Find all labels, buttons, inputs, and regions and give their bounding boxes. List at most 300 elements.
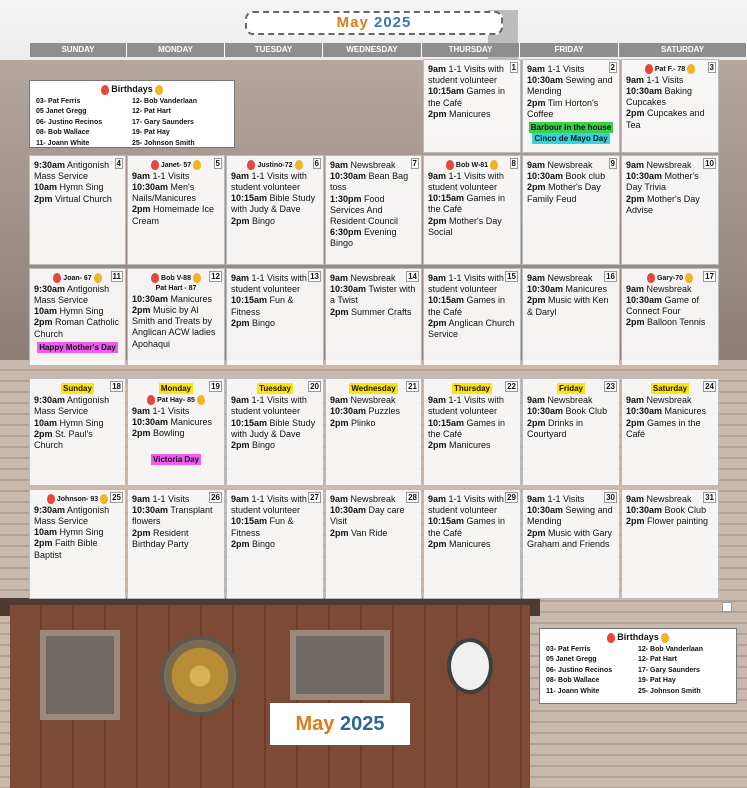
day-cell-25: [29, 489, 126, 599]
event-time: 2pm: [330, 417, 349, 428]
event-time: 2pm: [428, 317, 447, 328]
event-entry: [231, 539, 319, 550]
event-title: Mother's Day Social: [428, 215, 502, 237]
day-cell-2: [522, 59, 620, 153]
birthday-entry: 12- Bob Vanderlaan: [132, 97, 197, 105]
birthday-person: Pat Hay- 85: [157, 397, 195, 405]
event-time: 9am: [428, 273, 447, 283]
event-time: 10:15am: [428, 86, 465, 97]
event-time: 9am: [428, 64, 447, 74]
event-title: 1-1 Visits with student volunteer: [428, 494, 504, 516]
event-title: Hymn Sing: [59, 417, 104, 428]
birthday-entry: 03- Pat Ferris: [546, 645, 591, 653]
event-time: 10:30am: [527, 171, 564, 182]
event-entry: [428, 395, 516, 417]
event-title: Games in the Café: [428, 417, 506, 439]
day-number: 29: [507, 493, 516, 502]
event-entry: [626, 406, 714, 417]
event-time: 10:30am: [330, 505, 367, 516]
day-header-label: Friday: [558, 384, 583, 393]
event-entry: [132, 182, 220, 204]
event-title: Resident Birthday Party: [132, 527, 189, 549]
event-entry: [330, 194, 417, 228]
event-title: Newsbreak: [547, 273, 593, 283]
event-entry: [330, 418, 417, 429]
event-entry: [527, 75, 615, 97]
event-title: Antigonish Mass Service: [34, 283, 110, 306]
event-time: 10:15am: [231, 295, 268, 306]
event-title: Bowling: [153, 428, 185, 439]
event-title: Book club: [565, 171, 606, 182]
day-number: 10: [705, 159, 714, 168]
event-title: Antigonish Mass Service: [34, 395, 110, 417]
day-number: 25: [112, 493, 121, 502]
event-entry: [330, 528, 417, 539]
event-entry: [428, 539, 516, 550]
special-day-tag: Cinco de Mayo Day: [534, 134, 608, 144]
day-header-label: Saturday: [652, 384, 688, 393]
event-time: 10:30am: [330, 406, 367, 417]
event-entry: [34, 395, 121, 417]
event-time: 10:15am: [428, 193, 465, 204]
day-cell-10: [621, 155, 719, 265]
event-title: Book Club: [565, 406, 608, 417]
birthday-note: [132, 160, 220, 171]
event-title: Mother's Day Advise: [626, 193, 700, 215]
event-title: Newsbreak: [547, 395, 593, 406]
day-header-label: Thursday: [453, 384, 490, 393]
event-time: 9am: [428, 170, 447, 181]
event-time: 10:30am: [626, 171, 663, 182]
balloon-icon: [490, 160, 498, 170]
event-title: Day care Visit: [330, 505, 405, 527]
balloon-icon: [147, 395, 155, 405]
event-entry: [132, 305, 220, 350]
event-entry: [626, 160, 714, 171]
birthday-entry: 08- Bob Wallace: [546, 677, 600, 685]
day-number: 4: [116, 159, 121, 168]
day-number: 24: [705, 382, 714, 391]
day-number: 5: [215, 159, 220, 168]
event-title: Games in the Café: [428, 516, 506, 538]
event-time: 10:15am: [428, 516, 465, 527]
event-entry: [428, 318, 516, 340]
day-cell-1: [423, 59, 521, 153]
event-entry: [527, 395, 615, 406]
birthday-note: [626, 273, 714, 284]
event-entry: [330, 505, 417, 527]
birthday-entry: 25- Johnson Smith: [638, 687, 701, 695]
birthday-list-top: [29, 80, 235, 148]
special-day-tag: Victoria Day: [152, 454, 200, 464]
event-title: Bingo: [252, 317, 276, 328]
event-entry: [231, 516, 319, 538]
event-title: Games in the Café: [428, 295, 506, 317]
birthday-entry: 08- Bob Wallace: [36, 129, 90, 137]
event-title: Manicures: [170, 417, 213, 428]
day-number: 9: [610, 159, 615, 168]
event-entry: [626, 284, 714, 295]
event-title: Hymn Sing: [59, 306, 104, 317]
event-time: 9:30am: [34, 283, 66, 294]
footer-month: May: [295, 713, 335, 735]
event-time: 2pm: [626, 516, 645, 527]
event-title: Antigonish Mass Service: [34, 504, 110, 527]
birthday-entry: 06- Justino Recinos: [546, 666, 613, 674]
day-cell-22: [423, 378, 521, 486]
event-time: 9am: [626, 283, 645, 294]
event-entry: [626, 75, 714, 86]
event-entry: [132, 528, 220, 550]
event-time: 9am: [231, 273, 250, 283]
event-title: Sewing and Mending: [527, 75, 613, 97]
day-number: 22: [507, 382, 516, 391]
event-time: 9am: [428, 395, 447, 406]
day-number: 21: [408, 382, 417, 391]
event-title: 1-1 Visits: [646, 74, 684, 85]
event-entry: [626, 295, 714, 317]
balloon-icon: [193, 160, 201, 170]
day-cell-14: [325, 268, 422, 366]
event-time: 9am: [527, 160, 546, 170]
event-title: 1-1 Visits with student volunteer: [231, 395, 307, 417]
birthday-person: Joan- 67: [63, 274, 92, 282]
event-title: 1-1 Visits with student volunteer: [428, 170, 504, 193]
day-number: 23: [606, 382, 615, 391]
event-time: 2pm: [527, 295, 546, 306]
event-title: Roman Catholic Church: [34, 317, 120, 339]
event-title: Mother's Day Family Feud: [527, 182, 601, 204]
event-entry: [330, 284, 417, 306]
event-time: 10am: [34, 182, 58, 193]
day-number: 2: [610, 63, 615, 72]
day-number: 8: [511, 159, 516, 168]
day-cell-28: [325, 489, 422, 599]
event-title: 1-1 Visits: [152, 406, 190, 417]
event-title: Manicures: [664, 406, 707, 417]
birthday-entry: 19- Pat Hay: [132, 129, 170, 137]
event-title: 1-1 Visits with student volunteer: [231, 494, 307, 516]
day-cell-4: [29, 155, 126, 265]
event-title: 1-1 Visits with student volunteer: [428, 64, 504, 86]
event-entry: [527, 505, 615, 527]
day-number: 20: [310, 382, 319, 391]
balloon-icon: [193, 273, 201, 283]
day-cell-15: [423, 268, 521, 366]
day-cell-3: [621, 59, 719, 153]
event-title: 1-1 Visits: [547, 494, 585, 504]
day-cell-6: [226, 155, 324, 265]
event-entry: [527, 160, 615, 171]
day-number: 30: [606, 493, 615, 502]
event-entry: [428, 516, 516, 538]
event-entry: [527, 528, 615, 550]
balloon-icon: [685, 273, 693, 283]
event-entry: [626, 516, 714, 527]
event-time: 9:30am: [34, 160, 66, 170]
event-entry: [527, 98, 615, 120]
weekday-thursday: THURSDAY: [422, 43, 520, 57]
event-time: 9am: [330, 160, 349, 170]
day-number: 31: [705, 493, 714, 502]
title-month: May: [336, 14, 369, 31]
day-cell-26: [127, 489, 225, 599]
day-number: 27: [310, 493, 319, 502]
event-time: 10:15am: [231, 417, 268, 428]
event-time: 2pm: [626, 108, 645, 119]
event-title: Sewing and Mending: [527, 505, 613, 527]
event-title: Fun & Fitness: [231, 516, 294, 538]
event-time: 9am: [527, 494, 546, 504]
birthday-person: Gary-70: [656, 274, 684, 282]
event-time: 10:30am: [330, 284, 367, 295]
birthday-note: [34, 273, 121, 284]
event-title: Music with Gary Graham and Friends: [527, 527, 613, 549]
event-entry: [34, 527, 121, 538]
balloon-icon: [645, 64, 653, 74]
event-entry: [626, 317, 714, 328]
event-time: 2pm: [626, 317, 645, 328]
event-time: 2pm: [231, 215, 250, 226]
day-number: 26: [211, 493, 220, 502]
day-cell-21: [325, 378, 422, 486]
event-time: 2pm: [527, 182, 546, 193]
event-entry: [231, 295, 319, 317]
event-title: Twister with a Twist: [330, 284, 416, 306]
balloon-icon: [647, 273, 655, 283]
event-time: 9am: [132, 494, 151, 504]
event-entry: [428, 418, 516, 440]
birthday-note: [428, 160, 516, 171]
event-time: 2pm: [626, 193, 645, 204]
event-title: Book Club: [664, 505, 707, 516]
birthday-person: Bob V-88: [161, 274, 191, 282]
event-entry: [527, 64, 615, 75]
birthday-note: [626, 64, 714, 75]
event-title: Manicures: [449, 440, 491, 451]
event-title: Fun & Fitness: [231, 295, 294, 317]
day-cell-31: [621, 489, 719, 599]
event-entry: [626, 194, 714, 216]
event-time: 9am: [626, 160, 645, 170]
event-time: 9am: [330, 395, 349, 406]
event-entry: [626, 108, 714, 130]
event-title: Summer Crafts: [351, 306, 412, 317]
day-number: 28: [408, 493, 417, 502]
event-entry: [132, 171, 220, 182]
day-number: 15: [507, 272, 516, 281]
event-entry: [231, 171, 319, 193]
birthday-entry: 03- Pat Ferris: [36, 97, 81, 105]
event-entry: [34, 182, 121, 193]
day-cell-9: [522, 155, 620, 265]
event-time: 10:30am: [527, 75, 564, 86]
event-title: Bible Study with Judy & Dave: [231, 417, 316, 439]
footer-title: [270, 703, 410, 745]
event-time: 10:30am: [626, 295, 663, 306]
birthday-entry: 06- Justino Recinos: [36, 118, 103, 126]
birthday-entry: 11- Joann White: [546, 687, 600, 695]
birthday-entry: 12- Pat Hart: [132, 108, 171, 116]
event-time: 2pm: [132, 204, 151, 215]
event-entry: [330, 160, 417, 171]
event-title: Manicures: [449, 538, 491, 549]
day-cell-30: [522, 489, 620, 599]
event-entry: [132, 428, 220, 439]
event-time: 9:30am: [34, 395, 66, 406]
event-title: 1-1 Visits: [547, 64, 585, 74]
event-entry: [626, 418, 714, 440]
event-time: 2pm: [34, 428, 53, 439]
event-time: 10:30am: [626, 505, 663, 516]
event-entry: [132, 494, 220, 505]
day-cell-11: [29, 268, 126, 366]
event-title: Van Ride: [351, 527, 388, 538]
event-title: Newsbreak: [547, 160, 593, 170]
balloon-icon: [151, 160, 159, 170]
day-header-label: Wednesday: [351, 384, 396, 393]
balloon-icon: [295, 160, 303, 170]
event-time: 9am: [527, 273, 546, 283]
event-entry: [626, 86, 714, 108]
event-entry: [231, 318, 319, 329]
event-time: 2pm: [231, 317, 250, 328]
event-title: Newsbreak: [646, 494, 692, 504]
event-time: 1:30pm: [330, 193, 362, 204]
event-time: 2pm: [132, 428, 151, 439]
event-entry: [34, 505, 121, 527]
event-title: Evening Bingo: [330, 227, 397, 249]
event-time: 2pm: [330, 527, 349, 538]
event-title: Antigonish Mass Service: [34, 160, 110, 182]
event-entry: [626, 395, 714, 406]
day-number: 13: [310, 272, 319, 281]
event-entry: [132, 417, 220, 428]
event-entry: [34, 418, 121, 429]
event-entry: [34, 194, 121, 205]
event-entry: [428, 494, 516, 516]
weekday-monday: MONDAY: [127, 43, 225, 57]
event-time: 9am: [330, 494, 349, 504]
special-day-tag: Barbour in the house: [530, 123, 612, 133]
event-entry: [428, 295, 516, 317]
balloon-icon: [151, 273, 159, 283]
event-title: Virtual Church: [55, 193, 112, 204]
event-entry: [330, 494, 417, 505]
event-time: 9am: [132, 170, 151, 181]
birthday-entry: 25- Johnson Smith: [132, 139, 195, 147]
weekday-sunday: SUNDAY: [30, 43, 127, 57]
weekday-tuesday: TUESDAY: [225, 43, 323, 57]
weekday-wednesday: WEDNESDAY: [323, 43, 422, 57]
event-title: Flower painting: [647, 516, 709, 527]
footer-year: 2025: [339, 713, 385, 735]
event-time: 2pm: [231, 538, 250, 549]
event-entry: [132, 294, 220, 305]
birthday-entry: 11- Joann White: [36, 139, 90, 147]
event-time: 2pm: [626, 417, 645, 428]
birthday-entry: 17- Gary Saunders: [638, 666, 700, 674]
birthday-note: [132, 273, 220, 284]
day-cell-23: [522, 378, 620, 486]
day-cell-29: [423, 489, 521, 599]
weekday-header: [30, 43, 747, 57]
event-entry: [34, 306, 121, 317]
birthday-entry: 12- Pat Hart: [638, 656, 677, 664]
event-time: 9am: [527, 64, 546, 74]
event-time: 2pm: [132, 305, 151, 316]
event-time: 2pm: [330, 306, 349, 317]
event-entry: [231, 494, 319, 516]
event-time: 10:30am: [132, 417, 169, 428]
day-cell-19: [127, 378, 225, 486]
birthday-list-bottom: [539, 628, 737, 704]
birthday-entry: 05 Janet Gregg: [36, 108, 87, 116]
event-time: 10:15am: [231, 516, 268, 527]
day-cell-17: [621, 268, 719, 366]
event-time: 10:30am: [527, 406, 564, 417]
balloon-icon: [94, 273, 102, 283]
event-time: 10:30am: [132, 293, 169, 304]
event-time: 10am: [34, 306, 58, 317]
birthday-note: [34, 494, 121, 505]
balloon-icon: [661, 633, 669, 643]
day-number: 7: [412, 159, 417, 168]
event-entry: [428, 64, 516, 86]
event-title: Game of Connect Four: [626, 295, 700, 317]
event-title: Games in the Café: [428, 86, 506, 108]
event-time: 2pm: [527, 527, 546, 538]
day-number: 3: [709, 63, 714, 72]
balloon-icon: [100, 494, 108, 504]
event-entry: [330, 273, 417, 284]
event-entry: [428, 193, 516, 215]
event-title: Puzzles: [368, 406, 401, 417]
balloon-icon: [247, 160, 255, 170]
title-year: 2025: [373, 14, 412, 31]
birthday-entry: 17- Gary Saunders: [132, 118, 194, 126]
event-time: 10:30am: [626, 86, 663, 97]
birthday-person: Johnson- 93: [56, 495, 99, 503]
event-title: Bingo: [252, 215, 276, 226]
event-title: Newsbreak: [646, 160, 692, 170]
event-entry: [428, 86, 516, 108]
event-title: Food Services And Resident Council: [330, 193, 399, 227]
event-entry: [428, 171, 516, 193]
event-entry: [527, 406, 615, 417]
event-title: Manicures: [170, 293, 213, 304]
day-cell-18: [29, 378, 126, 486]
event-title: Tim Horton's Coffee: [527, 97, 599, 119]
balloon-icon: [101, 85, 109, 95]
event-time: 10am: [34, 527, 58, 538]
day-cell-5: [127, 155, 225, 265]
event-entry: [132, 505, 220, 527]
event-time: 2pm: [231, 440, 250, 451]
event-time: 9:30am: [34, 504, 66, 515]
event-time: 10:30am: [527, 505, 564, 516]
event-entry: [626, 494, 714, 505]
event-entry: [231, 273, 319, 295]
event-title: Newsbreak: [646, 283, 692, 294]
day-number: 12: [211, 272, 220, 281]
event-title: Manicures: [565, 284, 608, 295]
event-entry: [231, 193, 319, 215]
event-entry: [231, 418, 319, 440]
event-entry: [428, 216, 516, 238]
event-title: Cupcakes and Tea: [626, 108, 705, 130]
birthday-note: [132, 395, 220, 406]
